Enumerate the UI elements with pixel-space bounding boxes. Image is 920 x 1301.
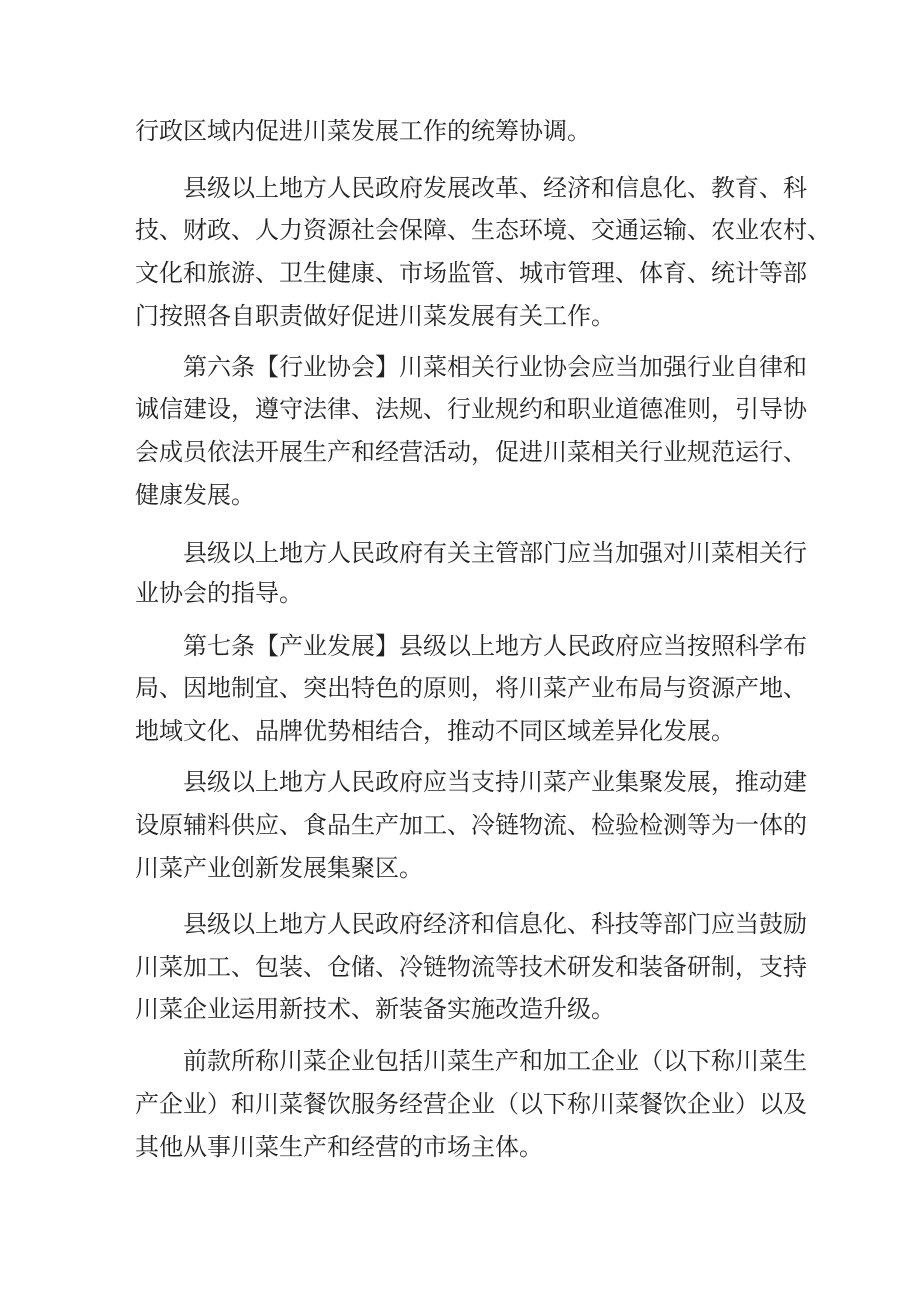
text-line: 局、因地制宜、突出特色的原则，将川菜产业布局与资源产地、 [135,674,807,702]
text-line: 县级以上地方人民政府经济和信息化、科技等部门应当鼓励 [183,910,807,938]
text-line: 县级以上地方人民政府发展改革、经济和信息化、教育、科 [183,174,807,202]
text-line: 技、财政、人力资源社会保障、生态环境、交通运输、农业农村、 [135,216,831,244]
text-line: 其他从事川菜生产和经营的市场主体。 [135,1133,543,1161]
text-line: 川菜企业运用新技术、新装备实施改造升级。 [135,995,615,1023]
text-line: 产企业）和川菜餐饮服务经营企业（以下称川菜餐饮企业）以及 [135,1090,807,1118]
text-line: 业协会的指导。 [135,579,303,607]
text-line: 县级以上地方人民政府应当支持川菜产业集聚发展，推动建 [183,768,807,796]
text-line: 第七条【产业发展】县级以上地方人民政府应当按照科学布 [183,632,807,660]
text-line: 川菜产业创新发展集聚区。 [135,854,423,882]
text-line: 文化和旅游、卫生健康、市场监管、城市管理、体育、统计等部 [135,259,807,287]
text-line: 门按照各自职责做好促进川菜发展有关工作。 [135,302,615,330]
text-line: 县级以上地方人民政府有关主管部门应当加强对川菜相关行 [183,539,807,567]
text-line: 行政区域内促进川菜发展工作的统筹协调。 [135,117,591,145]
text-line: 第六条【行业协会】川菜相关行业协会应当加强行业自律和 [183,353,807,381]
text-line: 诚信建设，遵守法律、法规、行业规约和职业道德准则，引导协 [135,395,807,423]
text-line: 设原辅料供应、食品生产加工、冷链物流、检验检测等为一体的 [135,811,807,839]
text-line: 前款所称川菜企业包括川菜生产和加工企业（以下称川菜生 [183,1047,807,1075]
text-line: 会成员依法开展生产和经营活动，促进川菜相关行业规范运行、 [135,438,807,466]
text-line: 地域文化、品牌优势相结合，推动不同区域差异化发展。 [135,717,735,745]
text-line: 川菜加工、包装、仓储、冷链物流等技术研发和装备研制，支持 [135,953,807,981]
text-line: 健康发展。 [135,481,255,509]
